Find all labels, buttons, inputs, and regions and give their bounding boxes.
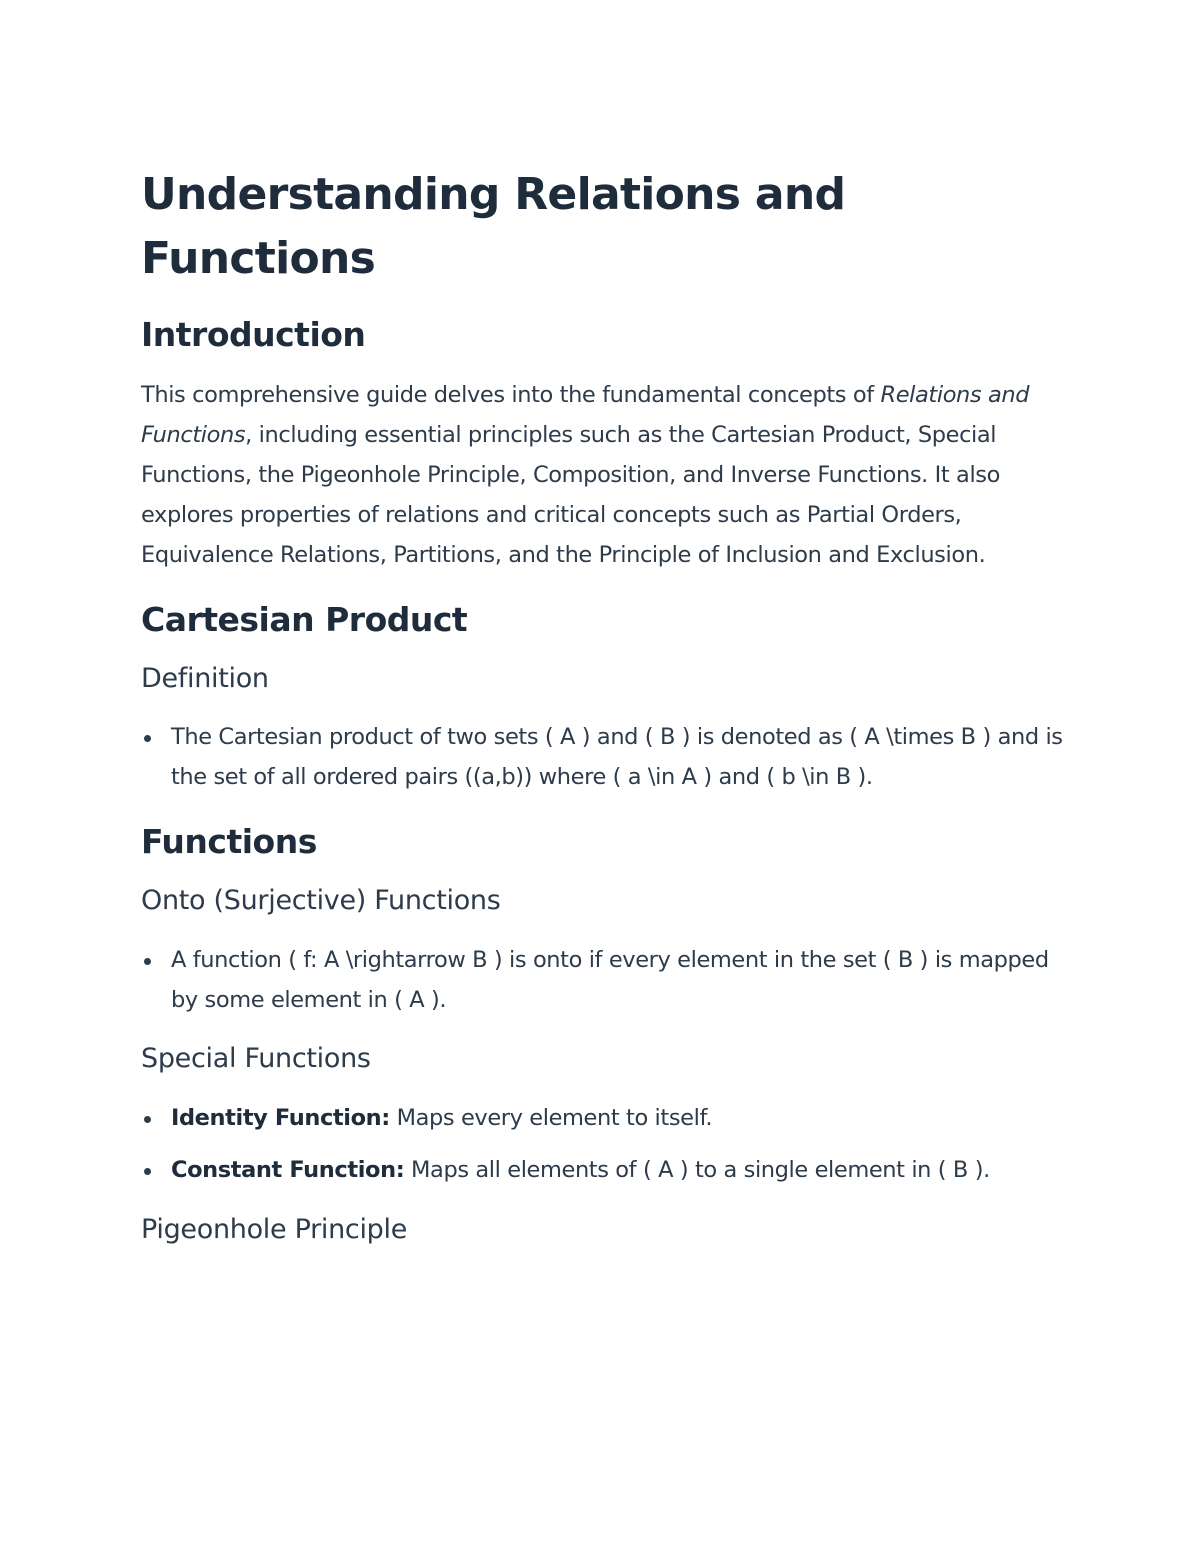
onto-functions-list <box>141 940 1066 1020</box>
list-item <box>141 1098 1066 1138</box>
list-item: A function ( f: A \rightarrow B ) is onto if every element in the set ( B ) is mapped by some element in ( A ). <box>141 940 1066 1020</box>
definition-subheading: Definition <box>141 663 269 694</box>
introduction-text-end: , including essential principles such as the Cartesian Product, Special Functions, the Pigeonhole Principle, Composition, and Inverse Functions. It also explores properties of relations and critical concepts such as Partial Orders, Equivalence Relations, Partitions, and the Principle of Inclusion and Exclusion. <box>141 422 1000 568</box>
cartesian-definition-list <box>141 717 1066 797</box>
special-functions-list <box>141 1098 1066 1190</box>
pigeonhole-principle-subheading: Pigeonhole Principle <box>141 1214 408 1245</box>
introduction-text-start: This comprehensive guide delves into the fundamental concepts of <box>141 382 881 408</box>
introduction-emphasis: Relations and Functions <box>141 382 1030 448</box>
cartesian-product-heading: Cartesian Product <box>141 600 468 639</box>
list-item: The Cartesian product of two sets ( A ) and ( B ) is denoted as ( A \times B ) and is the set of all ordered pairs ((a,b)) where ( a \in A ) and ( b \in B ). <box>141 717 1066 797</box>
special-functions-subheading: Special Functions <box>141 1043 371 1074</box>
onto-functions-subheading: Onto (Surjective) Functions <box>141 885 501 916</box>
identity-function-term: Identity Function: <box>171 1105 390 1131</box>
functions-heading: Functions <box>141 822 317 861</box>
constant-function-term: Constant Function: <box>171 1157 405 1183</box>
identity-function-text: Maps every element to itself. <box>389 1105 713 1131</box>
list-item <box>141 1150 1066 1190</box>
page-title: Understanding Relations and Functions <box>141 169 846 284</box>
introduction-paragraph <box>141 375 1066 575</box>
introduction-heading: Introduction <box>141 315 366 354</box>
document-page <box>141 163 1066 1250</box>
constant-function-text: Maps all elements of ( A ) to a single element in ( B ). <box>404 1157 990 1183</box>
